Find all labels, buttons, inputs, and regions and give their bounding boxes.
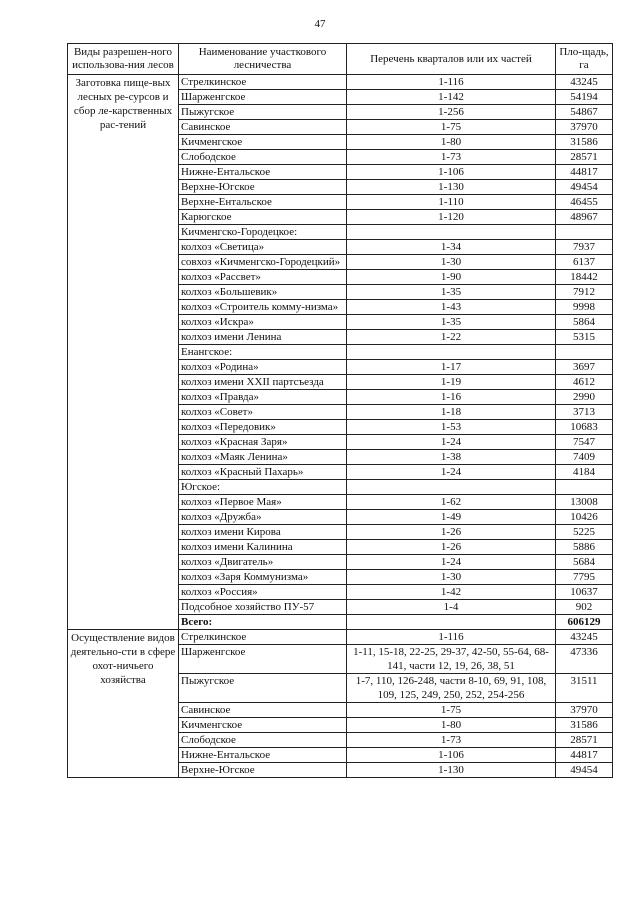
area-cell: 9998 [556, 300, 613, 315]
forestry-name-cell: колхоз «Россия» [179, 585, 347, 600]
area-cell: 7409 [556, 450, 613, 465]
forestry-name-cell: колхоз «Первое Мая» [179, 495, 347, 510]
use-type-cell: Заготовка пище-вых лесных ре-сурсов и сбор ле-карственных рас-тений [68, 75, 179, 630]
area-cell: 31586 [556, 135, 613, 150]
area-cell: 5315 [556, 330, 613, 345]
area-cell: 2990 [556, 390, 613, 405]
quarters-cell: 1-90 [347, 270, 556, 285]
forestry-name-cell: колхоз «Рассвет» [179, 270, 347, 285]
forestry-name-cell: колхоз «Маяк Ленина» [179, 450, 347, 465]
total-label: Всего: [179, 615, 347, 630]
forestry-name-cell: колхоз «Красный Пахарь» [179, 465, 347, 480]
forestry-name-cell: Слободское [179, 150, 347, 165]
area-cell: 5684 [556, 555, 613, 570]
quarters-cell: 1-11, 15-18, 22-25, 29-37, 42-50, 55-64, 68-141, части 12, 19, 26, 38, 51 [347, 645, 556, 674]
forestry-name-cell: Пыжугское [179, 105, 347, 120]
area-cell [556, 345, 613, 360]
area-cell: 46455 [556, 195, 613, 210]
quarters-cell: 1-116 [347, 75, 556, 90]
quarters-cell: 1-106 [347, 748, 556, 763]
area-cell [556, 225, 613, 240]
table-row [68, 75, 613, 90]
quarters-cell: 1-4 [347, 600, 556, 615]
forestry-name-cell: колхоз «Светица» [179, 240, 347, 255]
area-cell: 47336 [556, 645, 613, 674]
forestry-name-cell: колхоз «Правда» [179, 390, 347, 405]
quarters-cell: 1-18 [347, 405, 556, 420]
area-cell: 5864 [556, 315, 613, 330]
quarters-cell: 1-110 [347, 195, 556, 210]
quarters-cell [347, 480, 556, 495]
quarters-cell: 1-17 [347, 360, 556, 375]
quarters-cell: 1-26 [347, 525, 556, 540]
area-cell: 5886 [556, 540, 613, 555]
area-cell: 10637 [556, 585, 613, 600]
quarters-cell: 1-116 [347, 630, 556, 645]
quarters-cell: 1-42 [347, 585, 556, 600]
forestry-name-cell: Пыжугское [179, 674, 347, 703]
quarters-cell: 1-120 [347, 210, 556, 225]
forestry-name-cell: Нижне-Ентальское [179, 748, 347, 763]
area-cell: 49454 [556, 763, 613, 778]
forestry-name-cell: колхоз «Передовик» [179, 420, 347, 435]
area-cell: 4612 [556, 375, 613, 390]
forestry-name-cell: Шарженгское [179, 90, 347, 105]
area-cell: 10426 [556, 510, 613, 525]
quarters-cell: 1-35 [347, 285, 556, 300]
quarters-cell: 1-7, 110, 126-248, части 8-10, 69, 91, 108, 109, 125, 249, 250, 252, 254-256 [347, 674, 556, 703]
forestry-name-cell: Югское: [179, 480, 347, 495]
quarters-cell: 1-35 [347, 315, 556, 330]
area-cell: 37970 [556, 703, 613, 718]
area-cell: 7937 [556, 240, 613, 255]
forestry-name-cell: колхоз имени Кирова [179, 525, 347, 540]
header-area: Пло-щадь, га [556, 44, 613, 75]
forestry-name-cell: Шарженгское [179, 645, 347, 674]
area-cell: 43245 [556, 75, 613, 90]
forestry-name-cell: Карюгское [179, 210, 347, 225]
area-cell: 7547 [556, 435, 613, 450]
forestry-name-cell: Енангское: [179, 345, 347, 360]
area-cell: 28571 [556, 150, 613, 165]
page-number: 47 [314, 18, 326, 30]
area-cell: 13008 [556, 495, 613, 510]
area-cell: 7912 [556, 285, 613, 300]
forestry-name-cell: Савинское [179, 703, 347, 718]
forestry-name-cell: колхоз «Родина» [179, 360, 347, 375]
quarters-cell: 1-73 [347, 733, 556, 748]
area-cell: 54867 [556, 105, 613, 120]
area-cell: 31511 [556, 674, 613, 703]
forestry-name-cell: колхоз «Большевик» [179, 285, 347, 300]
forestry-name-cell: колхоз «Заря Коммунизма» [179, 570, 347, 585]
table-row [68, 630, 613, 645]
forestry-name-cell: Верхне-Ентальское [179, 195, 347, 210]
forestry-name-cell: колхоз имени XXII партсъезда [179, 375, 347, 390]
quarters-cell: 1-24 [347, 435, 556, 450]
forestry-name-cell: Кичменгско-Городецкое: [179, 225, 347, 240]
quarters-cell [347, 225, 556, 240]
quarters-cell: 1-16 [347, 390, 556, 405]
area-cell: 4184 [556, 465, 613, 480]
total-quarters-cell [347, 615, 556, 630]
quarters-cell: 1-80 [347, 135, 556, 150]
quarters-cell: 1-130 [347, 180, 556, 195]
forestry-name-cell: Нижне-Ентальское [179, 165, 347, 180]
header-use-type: Виды разрешен-ного использова-ния лесов [68, 44, 179, 75]
area-cell: 3713 [556, 405, 613, 420]
quarters-cell [347, 345, 556, 360]
total-area: 606129 [556, 615, 613, 630]
quarters-cell: 1-106 [347, 165, 556, 180]
area-cell: 5225 [556, 525, 613, 540]
quarters-cell: 1-19 [347, 375, 556, 390]
quarters-cell: 1-24 [347, 555, 556, 570]
area-cell: 43245 [556, 630, 613, 645]
quarters-cell: 1-73 [347, 150, 556, 165]
quarters-cell: 1-130 [347, 763, 556, 778]
area-cell: 44817 [556, 748, 613, 763]
area-cell: 31586 [556, 718, 613, 733]
forestry-name-cell: Савинское [179, 120, 347, 135]
area-cell: 28571 [556, 733, 613, 748]
forestry-name-cell: колхоз имени Ленина [179, 330, 347, 345]
forestry-name-cell: совхоз «Кичменгско-Городецкий» [179, 255, 347, 270]
forestry-name-cell: колхоз имени Калинина [179, 540, 347, 555]
forestry-name-cell: колхоз «Дружба» [179, 510, 347, 525]
area-cell: 49454 [556, 180, 613, 195]
area-cell: 7795 [556, 570, 613, 585]
quarters-cell: 1-24 [347, 465, 556, 480]
area-cell: 3697 [556, 360, 613, 375]
forestry-name-cell: Стрелкинское [179, 75, 347, 90]
forest-use-table [67, 43, 613, 778]
forestry-name-cell: колхоз «Двигатель» [179, 555, 347, 570]
area-cell: 902 [556, 600, 613, 615]
forestry-name-cell: Слободское [179, 733, 347, 748]
area-cell: 48967 [556, 210, 613, 225]
forestry-name-cell: Верхне-Югское [179, 180, 347, 195]
header-row [68, 44, 613, 75]
forestry-name-cell: Верхне-Югское [179, 763, 347, 778]
forestry-name-cell: колхоз «Искра» [179, 315, 347, 330]
area-cell: 18442 [556, 270, 613, 285]
quarters-cell: 1-30 [347, 570, 556, 585]
forestry-name-cell: Кичменгское [179, 718, 347, 733]
forestry-name-cell: Подсобное хозяйство ПУ-57 [179, 600, 347, 615]
quarters-cell: 1-80 [347, 718, 556, 733]
quarters-cell: 1-142 [347, 90, 556, 105]
quarters-cell: 1-34 [347, 240, 556, 255]
use-type-cell: Осуществление видов деятельно-сти в сфере охот-ничьего хозяйства [68, 630, 179, 778]
area-cell: 6137 [556, 255, 613, 270]
quarters-cell: 1-30 [347, 255, 556, 270]
forestry-name-cell: Кичменгское [179, 135, 347, 150]
area-cell: 54194 [556, 90, 613, 105]
area-cell: 10683 [556, 420, 613, 435]
header-quarters: Перечень кварталов или их частей [347, 44, 556, 75]
forestry-name-cell: колхоз «Строитель комму-низма» [179, 300, 347, 315]
forestry-name-cell: Стрелкинское [179, 630, 347, 645]
area-cell [556, 480, 613, 495]
quarters-cell: 1-38 [347, 450, 556, 465]
quarters-cell: 1-26 [347, 540, 556, 555]
quarters-cell: 1-49 [347, 510, 556, 525]
quarters-cell: 1-75 [347, 703, 556, 718]
header-forestry: Наименование участкового лесничества [179, 44, 347, 75]
forestry-name-cell: колхоз «Совет» [179, 405, 347, 420]
quarters-cell: 1-62 [347, 495, 556, 510]
quarters-cell: 1-22 [347, 330, 556, 345]
quarters-cell: 1-43 [347, 300, 556, 315]
quarters-cell: 1-256 [347, 105, 556, 120]
area-cell: 37970 [556, 120, 613, 135]
quarters-cell: 1-53 [347, 420, 556, 435]
quarters-cell: 1-75 [347, 120, 556, 135]
area-cell: 44817 [556, 165, 613, 180]
forestry-name-cell: колхоз «Красная Заря» [179, 435, 347, 450]
